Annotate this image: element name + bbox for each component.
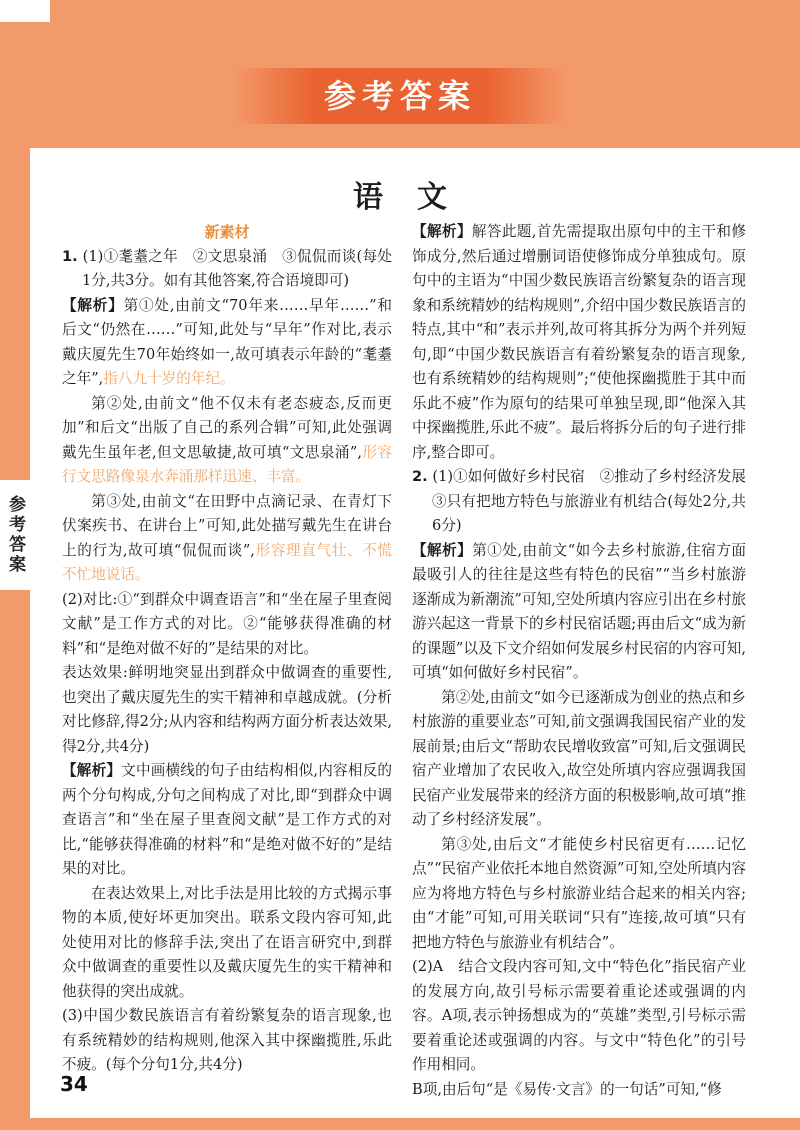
answer-paragraph — [62, 661, 392, 759]
page-number: 34 — [60, 1072, 88, 1096]
right-column-body — [412, 220, 761, 1102]
paragraph-text: 解答此题,首先需提取出原句中的主干和修饰成分,然后通过增删词语使修饰成分单独成句。原句中的主语为“中国少数民族语言纷繁复杂的语言现象和系统精妙的结构规则”,介绍中国少数民族语言的特点,其中“和”表示并列,故可将其拆分为两个并列短句,即“中国少数民族语言有着纷繁复杂的语言现象,也有系统精妙的结构规则”;“使他探幽揽胜于其中而乐此不疲”作为原句的结果可单独呈现,即“他深入其中探幽揽胜,乐此不疲”。最后将拆分后的句子进行排序,整合即可。 — [412, 223, 746, 461]
answer-paragraph — [412, 955, 746, 1078]
subject-heading: 语文 — [353, 180, 481, 215]
paragraph-text: 第③处,由前文“在田野中点滴记录、在青灯下伏案疾书、在讲台上”可知,此处描写戴先生在讲台上的行为,故可填“侃侃而谈”, — [62, 492, 392, 559]
answer-paragraph — [62, 588, 392, 662]
paragraph-text: 在表达效果上,对比手法是用比较的方式揭示事物的本质,使好坏更加突出。联系文段内容可知,此处使用对比的修辞手法,突出了在语言研究中,到群众中做调查的重要性以及戴庆厦先生的实干精神和他获得的突出成就。 — [62, 884, 392, 1000]
right-column — [412, 220, 761, 1102]
answer-paragraph — [62, 294, 392, 392]
highlight-note: 形容行文思路像泉水奔涌那样迅速、丰富。 — [62, 443, 392, 485]
highlight-note: 形容理直气壮、不慌不忙地说话。 — [62, 541, 392, 583]
paragraph-text: (3)中国少数民族语言有着纷繁复杂的语言现象,也有系统精妙的结构规则,他深入其中探幽揽胜,乐此不疲。(每个分句1分,共4分) — [62, 1007, 392, 1073]
side-margin-bar — [0, 148, 30, 1118]
answer-paragraph — [62, 882, 392, 1005]
highlight-note: 指八九十岁的年纪。 — [103, 370, 235, 387]
answer-paragraph — [412, 833, 746, 956]
answer-paragraph — [62, 759, 392, 882]
paragraph-text: 第①处,由前文“70年来……早年……”和后文“仍然在……”可知,此处与“早年”作对比,表示戴庆厦先生70年始终如一,故可填表示年龄的“耄耋之年”, — [62, 296, 392, 387]
answer-paragraph — [412, 539, 746, 686]
paragraph-text: 第②处,由前文“他不仅未有老态疲态,反而更加”和后文“出版了自己的系列合辑”可知,此处强调戴先生虽年老,但文思敏捷,故可填“文思泉涌”, — [62, 394, 392, 461]
paragraph-text: (1)①耄耋之年 ②文思泉涌 ③侃侃而谈(每处1分,共3分。如有其他答案,符合语境即可) — [82, 247, 393, 289]
paragraph-text: B项,由后句“是《易传·文言》的一句话”可知,“修 — [412, 1080, 722, 1098]
answer-paragraph — [412, 686, 746, 833]
analysis-label: 【解析】 — [62, 762, 122, 779]
side-tab-label: 参考答案 — [0, 480, 30, 590]
answer-paragraph — [412, 465, 761, 539]
answer-paragraph — [62, 392, 392, 490]
paragraph-text: 第①处,由前文“如今去乡村旅游,住宿方面最吸引人的往往是这些有特色的民宿”“当乡村旅游逐渐成为新潮流”可知,空处所填内容应引出在乡村旅游兴起这一背景下的乡村民宿话题;再由后文“成为新的课题”以及下文介绍如何发展乡村民宿的内容可知,可填“如何做好乡村民宿”。 — [412, 541, 746, 681]
paragraph-text: 第③处,由后文“才能使乡村民宿更有……记忆点”“民宿产业依托本地自然资源”可知,空处所填内容应为将地方特色与乡村旅游业结合起来的相关内容;由“才能”可知,可用关联词“只有”连接,故可填“只有把地方特色与旅游业有机结合”。 — [412, 835, 746, 951]
paragraph-text: (1)①如何做好乡村民宿 ②推动了乡村经济发展 ③只有把地方特色与旅游业有机结合(每处2分,共6分) — [432, 468, 761, 534]
question-number: 1. — [62, 247, 78, 265]
bottom-margin-bar — [0, 1118, 800, 1130]
answer-paragraph — [62, 245, 392, 294]
paragraph-text: 表达效果:鲜明地突显出到群众中做调查的重要性,也突出了戴庆厦先生的实干精神和卓越成就。(分析对比修辞,得2分;从内容和结构两方面分析表达效果,得2分,共4分) — [62, 664, 392, 755]
answer-paragraph — [62, 490, 392, 588]
analysis-label: 【解析】 — [412, 223, 472, 240]
analysis-label: 【解析】 — [62, 296, 124, 314]
header-corner — [0, 0, 50, 22]
paragraph-text: 文中画横线的句子由结构相似,内容相反的两个分句构成,分句之间构成了对比,即“到群众中调查语言”和“坐在屋子里查阅文献”是工作方式的对比,“能够获得准确的材料”和“是绝对做不好的”是结果的对比。 — [62, 762, 392, 877]
paragraph-text: (2)对比:①“到群众中调查语言”和“坐在屋子里查阅文献”是工作方式的对比。②“能够获得准确的材料”和“是绝对做不好的”是结果的对比。 — [62, 590, 392, 657]
section-title: 新素材 — [204, 223, 250, 241]
answer-paragraph — [412, 1078, 746, 1103]
paragraph-text: (2)A 结合文段内容可知,文中“特色化”指民宿产业的发展方向,故引号标示需要着重论述或强调的内容。A项,表示钟扬想成为的“英雄”类型,引号标示需要着重论述或强调的内容。与文中“特色化”的引号作用相同。 — [412, 958, 746, 1073]
answer-paragraph — [62, 1004, 392, 1078]
page-title: 参考答案 — [323, 77, 476, 115]
analysis-label: 【解析】 — [412, 541, 473, 559]
answer-paragraph — [412, 220, 746, 465]
paragraph-text: 第②处,由前文“如今已逐渐成为创业的热点和乡村旅游的重要业态”可知,前文强调我国民宿产业的发展前景;由后文“帮助农民增收致富”可知,后文强调民宿产业增加了农民收入,故空处所填内容应强调我国民宿产业发展带来的经济方面的积极影响,故可填“推动了乡村经济发展”。 — [412, 688, 746, 828]
left-column — [62, 220, 392, 1078]
question-number: 2. — [412, 468, 428, 485]
left-column-body — [62, 245, 392, 1078]
